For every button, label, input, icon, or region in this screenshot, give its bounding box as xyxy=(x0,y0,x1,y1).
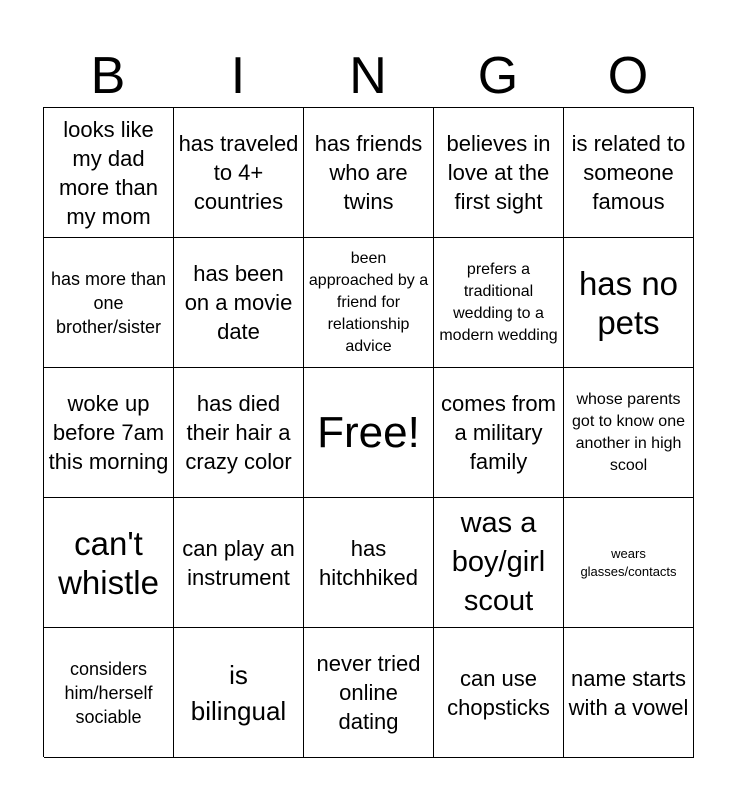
bingo-cell[interactable] xyxy=(44,628,174,758)
cell-text: has died their hair a crazy color xyxy=(185,391,292,474)
header-letter-n: N xyxy=(349,47,387,105)
bingo-cell[interactable] xyxy=(174,368,304,498)
bingo-cell[interactable] xyxy=(304,108,434,238)
cell-text: was a boy/girl scout xyxy=(451,507,546,617)
bingo-cell[interactable] xyxy=(174,108,304,238)
cell-text: wears glasses/contacts xyxy=(580,545,677,579)
cell-text: is bilingual xyxy=(190,659,287,726)
bingo-header xyxy=(43,44,693,108)
cell-text: name starts with a vowel xyxy=(568,665,689,720)
bingo-cell[interactable] xyxy=(44,368,174,498)
bingo-cell[interactable] xyxy=(174,628,304,758)
bingo-cell[interactable] xyxy=(44,108,174,238)
cell-text: has traveled to 4+ countries xyxy=(178,131,299,214)
cell-text: can use chopsticks xyxy=(447,665,550,720)
cell-text: comes from a military family xyxy=(441,391,556,474)
free-space-text: Free! xyxy=(317,407,420,457)
bingo-cell[interactable] xyxy=(174,498,304,628)
bingo-cell[interactable] xyxy=(564,368,694,498)
cell-text: is related to someone famous xyxy=(571,131,686,214)
cell-text: believes in love at the first sight xyxy=(446,131,551,214)
free-space-cell[interactable] xyxy=(304,368,434,498)
bingo-cell[interactable] xyxy=(304,498,434,628)
header-letter-b: B xyxy=(90,47,126,105)
cell-text: never tried online dating xyxy=(316,651,421,734)
bingo-cell[interactable] xyxy=(434,628,564,758)
header-letter-o: O xyxy=(607,47,649,105)
bingo-cell[interactable] xyxy=(434,108,564,238)
bingo-cell[interactable] xyxy=(564,498,694,628)
cell-text: can't whistle xyxy=(58,524,159,601)
bingo-cell[interactable] xyxy=(564,628,694,758)
cell-text: has been on a movie date xyxy=(184,261,293,344)
bingo-cell[interactable] xyxy=(44,498,174,628)
bingo-cell[interactable] xyxy=(434,498,564,628)
bingo-cell[interactable] xyxy=(304,628,434,758)
bingo-cell[interactable] xyxy=(44,238,174,368)
cell-text: has friends who are twins xyxy=(314,131,423,214)
cell-text: has no pets xyxy=(578,264,679,341)
bingo-cell[interactable] xyxy=(434,238,564,368)
header-letter-i: I xyxy=(230,47,246,105)
cell-text: been approached by a friend for relationship advice xyxy=(308,249,429,355)
cell-text: can play an instrument xyxy=(182,535,295,590)
bingo-cell[interactable] xyxy=(564,238,694,368)
bingo-cell[interactable] xyxy=(174,238,304,368)
bingo-cell[interactable] xyxy=(304,238,434,368)
bingo-cell[interactable] xyxy=(564,108,694,238)
cell-text: whose parents got to know one another in high scool xyxy=(572,390,685,474)
cell-text: woke up before 7am this morning xyxy=(48,391,169,474)
cell-text: looks like my dad more than my mom xyxy=(58,116,159,229)
bingo-cell[interactable] xyxy=(434,368,564,498)
cell-text: has hitchhiked xyxy=(318,535,419,590)
header-letter-g: G xyxy=(477,47,519,105)
cell-text: prefers a traditional wedding to a modern wedding xyxy=(439,260,558,344)
cell-text: considers him/herself sociable xyxy=(64,658,153,727)
bingo-board xyxy=(43,107,694,757)
cell-text: has more than one brother/sister xyxy=(50,268,167,337)
